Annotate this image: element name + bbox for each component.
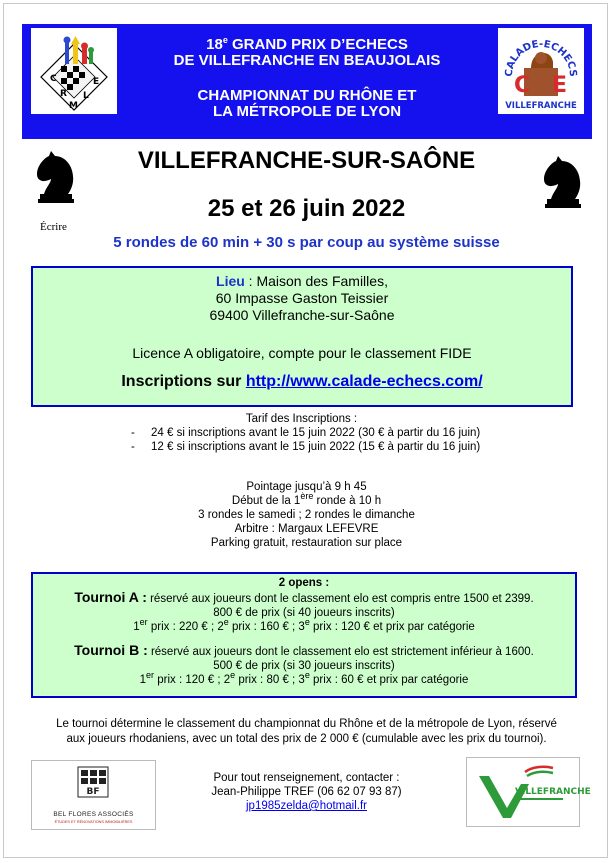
event-date: 25 et 26 juin 2022 <box>207 195 406 222</box>
tournament-format: 5 rondes de 60 min + 30 s par coup au système suisse <box>113 234 500 251</box>
tournament-b-desc: Tournoi B : réservé aux joueurs dont le classement elo est strictement inférieur à 1600. <box>74 642 534 658</box>
licence-note: Licence A obligatoire, compte pour le classement FIDE <box>132 345 472 361</box>
venue-street: 60 Impasse Gaston Teissier <box>215 290 389 306</box>
rounds-split: 3 rondes le samedi ; 2 rondes le dimanche <box>198 509 415 521</box>
fee-item: - 12 € si inscriptions avant le 15 juin 2022 (15 € à partir du 16 juin) <box>131 441 481 453</box>
bf-mark: BF <box>86 787 100 797</box>
crmle-letter-e: E <box>93 77 100 87</box>
banner-line-4: LA MÉTROPOLE DE LYON <box>212 103 402 120</box>
start-time: Début de la 1ère ronde à 10 h <box>231 491 382 507</box>
contact-intro: Pour tout renseignement, contacter : <box>213 772 400 784</box>
crmle-letter-c: C <box>50 74 57 84</box>
tournament-b-total: 500 € de prix (si 30 joueurs inscrits) <box>213 660 395 672</box>
villefranche-logo <box>466 757 591 827</box>
crmle-logo <box>31 28 117 114</box>
calade-bottom-text: VILLEFRANCHE <box>505 101 577 111</box>
venue-address <box>33 273 571 324</box>
registration-line: Inscriptions sur http://www.calade-echecs.com/ <box>121 373 483 390</box>
crmle-letter-m: M <box>69 101 78 111</box>
parking-note: Parking gratuit, restauration sur place <box>210 537 403 549</box>
contact-email-link[interactable]: jp1985zelda@hotmail.fr <box>246 800 367 812</box>
city-title: VILLEFRANCHE-SUR-SAÔNE <box>137 147 476 174</box>
banner-line-2: DE VILLEFRANCHE EN BEAUJOLAIS <box>173 52 441 69</box>
registration-link[interactable]: http://www.calade-echecs.com/ <box>245 373 483 390</box>
opens-heading: 2 opens : <box>278 577 330 589</box>
contact-person: Jean-Philippe TREF (06 62 07 93 87) <box>211 786 402 798</box>
crmle-letter-r: R <box>60 89 67 99</box>
pointage-time: Pointage jusqu’à 9 h 45 <box>246 481 367 493</box>
ecrire-caption: Écrire <box>40 221 67 233</box>
villefranche-wordmark: VILLEFRANCHE <box>515 787 591 797</box>
venue-city: 69400 Villefranche-sur-Saône <box>209 307 395 323</box>
venue-label: Lieu <box>216 273 245 289</box>
banner-line-1: 18e GRAND PRIX D’ECHECS <box>206 35 408 53</box>
banner-title <box>122 37 492 120</box>
venue-name: : Maison des Familles, <box>244 273 388 289</box>
bel-flores-tagline: ÉTUDES ET RÉNOVATIONS IMMOBILIÈRES <box>54 820 133 824</box>
calade-echecs-logo <box>498 28 584 114</box>
venue-box <box>31 266 573 407</box>
bel-flores-name: BEL FLORES ASSOCIÉS <box>53 811 134 818</box>
banner-line-3: CHAMPIONNAT DU RHÔNE ET <box>197 87 417 104</box>
svg-text:CALADE-ECHECS: CALADE-ECHECS <box>503 39 579 78</box>
tournament-b-prizes: 1er prix : 120 € ; 2e prix : 80 € ; 3e prix : 60 € et prix par catégorie <box>139 670 469 686</box>
calade-letter-e: E <box>552 73 568 98</box>
fees-section <box>0 412 613 454</box>
opens-box <box>31 572 577 698</box>
crmle-letter-l: L <box>83 91 89 101</box>
arbiter: Arbitre : Margaux LEFEVRE <box>234 523 379 535</box>
calade-letter-c: C <box>514 73 531 98</box>
championship-note: Le tournoi détermine le classement du championnat du Rhône et de la métropole de Lyon, réservé aux joueurs rhodaniens, avec un total des prix de 2 000 € (cumulable avec les prix du tournoi). <box>56 718 557 745</box>
header-banner <box>22 24 592 139</box>
tournament-a-prizes: 1er prix : 220 € ; 2e prix : 160 € ; 3e prix : 120 € et prix par catégorie <box>133 617 475 633</box>
fee-item: - 24 € si inscriptions avant le 15 juin 2022 (30 € à partir du 16 juin) <box>131 427 481 439</box>
fees-title: Tarif des Inscriptions : <box>245 413 358 425</box>
tournament-a-total: 800 € de prix (si 40 joueurs inscrits) <box>213 607 395 619</box>
tournament-a-desc: Tournoi A : réservé aux joueurs dont le classement elo est compris entre 1500 et 2399. <box>74 589 534 605</box>
schedule-section <box>0 480 613 550</box>
